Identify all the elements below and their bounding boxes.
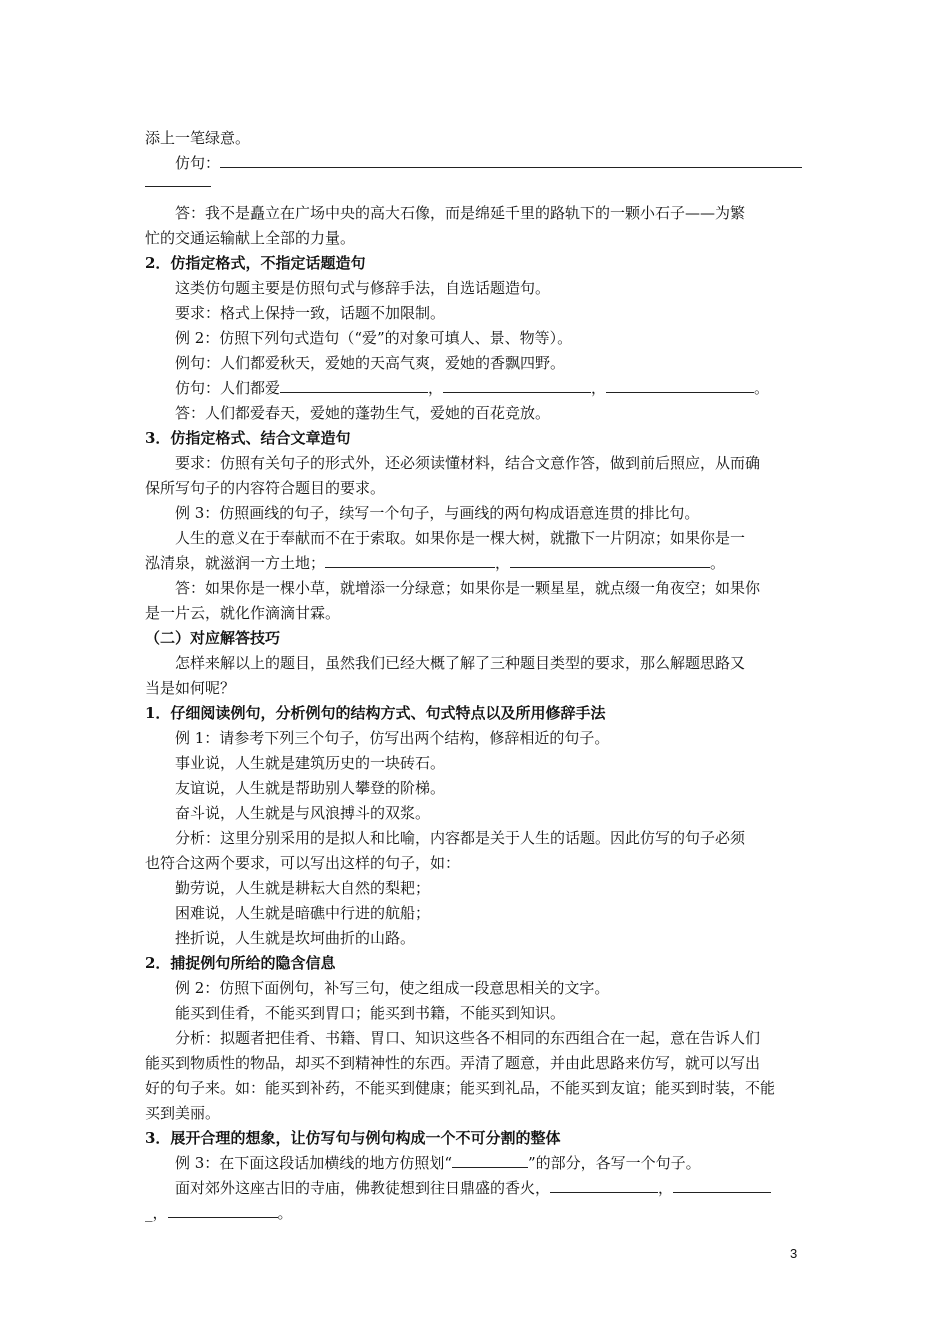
fill-line — [175, 153, 802, 173]
text-line: 买到美丽。 — [145, 1104, 221, 1122]
text-line: 分析：拟题者把佳肴、书籍、胃口、知识这些各不相同的东西组合在一起，意在告诉人们 — [175, 1029, 761, 1047]
text-line: 能买到佳肴，不能买到胃口；能买到书籍，不能买到知识。 — [175, 1004, 566, 1022]
text-segment: ”的部分，各写一个句子。 — [527, 1154, 701, 1172]
answer-blank[interactable] — [443, 378, 591, 393]
text-line: 添上一笔绿意。 — [145, 129, 251, 147]
text-line: 要求：格式上保持一致，话题不加限制。 — [175, 304, 446, 322]
text-line: 要求：仿照有关句子的形式外，还必须读懂材料，结合文意作答，做到前后照应，从而确 — [175, 454, 761, 472]
text-line: 当是如何呢？ — [145, 679, 236, 697]
answer-blank[interactable] — [280, 378, 428, 393]
fill-line — [145, 1203, 293, 1223]
text-line: 答：我不是矗立在广场中央的高大石像，而是绵延千里的路轨下的一颗小石子——为繁 — [175, 204, 746, 222]
text-segment: 仿句：人们都爱 — [175, 379, 281, 397]
text-line: 答：如果你是一棵小草，就增添一分绿意；如果你是一颗星星，就点缀一角夜空；如果你 — [175, 579, 761, 597]
section-heading: 3．仿指定格式、结合文章造句 — [145, 429, 351, 447]
answer-blank[interactable] — [606, 378, 754, 393]
fill-line — [175, 1178, 771, 1198]
text-line: 分析：这里分别采用的是拟人和比喻，内容都是关于人生的话题。因此仿写的句子必须 — [175, 829, 746, 847]
text-line: 挫折说，人生就是坎坷曲折的山路。 — [175, 929, 416, 947]
text-segment: ， — [591, 379, 607, 397]
text-line: 忙的交通运输献上全部的力量。 — [145, 229, 356, 247]
section-heading: 2．仿指定格式，不指定话题造句 — [145, 254, 366, 272]
answer-blank[interactable] — [325, 553, 495, 568]
text-line: 例句：人们都爱秋天，爱她的天高气爽，爱她的香飘四野。 — [175, 354, 566, 372]
text-segment: 。 — [754, 379, 770, 397]
text-line: 困难说，人生就是暗礁中行进的航船； — [175, 904, 431, 922]
fill-line — [175, 1153, 701, 1173]
text-line: 答：人们都爱春天，爱她的蓬勃生气，爱她的百花竞放。 — [175, 404, 551, 422]
text-segment: 面对郊外这座古旧的寺庙，佛教徒想到往日鼎盛的香火， — [175, 1179, 551, 1197]
fill-line — [175, 378, 769, 398]
text-segment: 例 3：在下面这段话加横线的地方仿照划“ — [175, 1154, 452, 1172]
text-line: 例 3：仿照画线的句子，续写一个句子，与画线的两句构成语意连贯的排比句。 — [175, 504, 700, 522]
text-line: 这类仿句题主要是仿照句式与修辞手法，自选话题造句。 — [175, 279, 551, 297]
text-segment: ， — [658, 1179, 674, 1197]
answer-blank[interactable] — [510, 553, 710, 568]
text-line: 奋斗说，人生就是与风浪搏斗的双浆。 — [175, 804, 431, 822]
section-heading: 1．仔细阅读例句，分析例句的结构方式、句式特点以及所用修辞手法 — [145, 704, 606, 722]
text-line: 事业说，人生就是建筑历史的一块砖石。 — [175, 754, 446, 772]
page-number: 3 — [790, 1246, 798, 1261]
text-line: 勤劳说，人生就是耕耘大自然的梨耙； — [175, 879, 431, 897]
text-line: 怎样来解以上的题目，虽然我们已经大概了解了三种题目类型的要求，那么解题思路又 — [175, 654, 746, 672]
text-line: 友谊说，人生就是帮助别人攀登的阶梯。 — [175, 779, 446, 797]
text-line: 例 2：仿照下面例句，补写三句，使之组成一段意思相关的文字。 — [175, 979, 610, 997]
text-line: 保所写句子的内容符合题目的要求。 — [145, 479, 386, 497]
answer-blank[interactable] — [452, 1153, 528, 1168]
text-line: 能买到物质性的物品，却买不到精神性的东西。弄清了题意，并由此思路来仿写，就可以写出 — [145, 1054, 761, 1072]
answer-blank-continuation[interactable] — [145, 172, 211, 192]
text-segment: ， — [495, 554, 511, 572]
label: 仿句： — [175, 154, 221, 172]
text-line: 例 1：请参考下列三个句子，仿写出两个结构，修辞相近的句子。 — [175, 729, 610, 747]
subsection-heading: （二）对应解答技巧 — [145, 629, 281, 647]
text-segment: _， — [145, 1204, 168, 1222]
section-heading: 2．捕捉例句所给的隐含信息 — [145, 954, 336, 972]
text-line: 例 2：仿照下列句式造句（“爱”的对象可填人、景、物等）。 — [175, 329, 573, 347]
text-line: 人生的意义在于奉献而不在于索取。如果你是一棵大树，就撒下一片阴凉；如果你是一 — [175, 529, 746, 547]
answer-blank[interactable] — [550, 1178, 658, 1193]
text-segment: 。 — [710, 554, 726, 572]
section-heading: 3．展开合理的想象，让仿写句与例句构成一个不可分割的整体 — [145, 1129, 561, 1147]
text-segment: ， — [428, 379, 444, 397]
answer-blank[interactable] — [168, 1203, 278, 1218]
answer-blank[interactable] — [673, 1178, 771, 1193]
answer-blank[interactable] — [220, 153, 802, 168]
text-segment: 泓清泉，就滋润一方土地； — [145, 554, 326, 572]
text-line: 也符合这两个要求，可以写出这样的句子，如： — [145, 854, 461, 872]
text-line: 是一片云，就化作滴滴甘霖。 — [145, 604, 341, 622]
fill-line — [145, 553, 725, 573]
text-line: 好的句子来。如：能买到补药，不能买到健康；能买到礼品，不能买到友谊；能买到时装，不能 — [145, 1079, 776, 1097]
text-segment: 。 — [277, 1204, 293, 1222]
